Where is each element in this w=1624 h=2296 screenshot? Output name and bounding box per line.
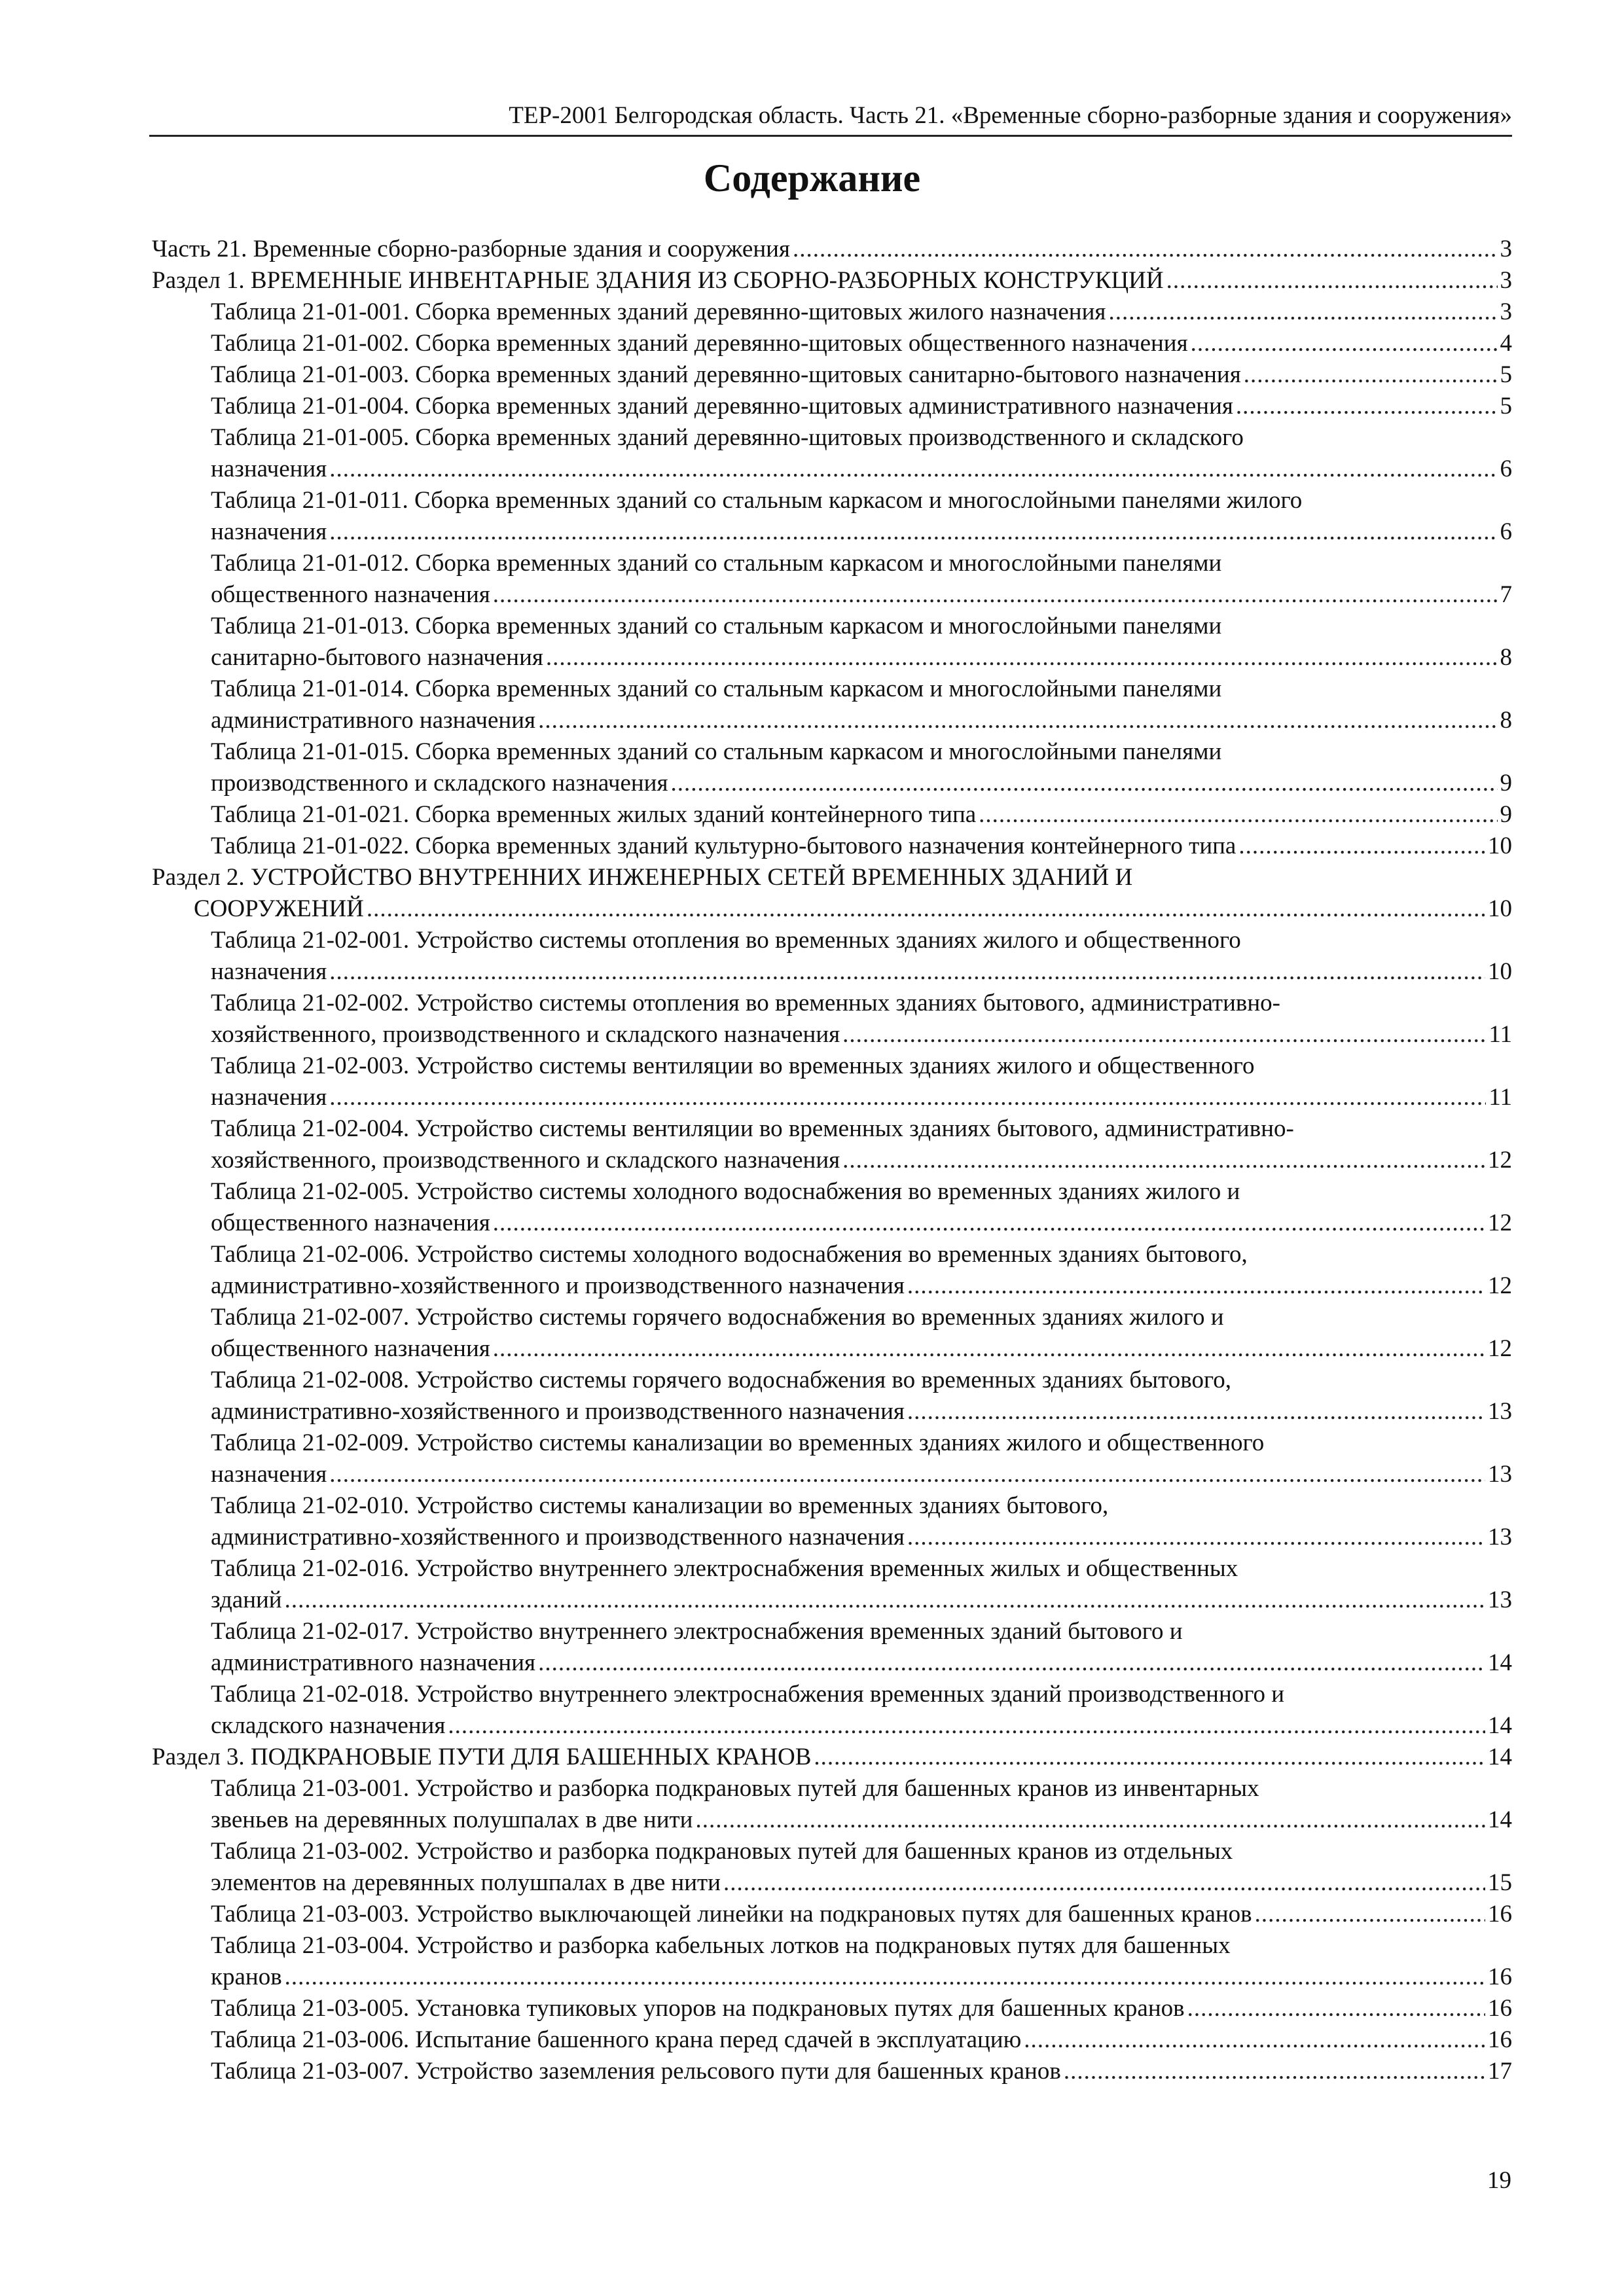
toc-table-entry[interactable] bbox=[211, 1899, 1512, 1930]
toc-table-entry[interactable] bbox=[211, 296, 1512, 328]
toc-table-entry[interactable] bbox=[211, 2024, 1512, 2056]
toc-entry-text: кранов bbox=[211, 1964, 282, 1990]
toc-section-entry[interactable] bbox=[152, 234, 1512, 265]
toc-entry-text: санитарно-бытового назначения bbox=[211, 644, 543, 671]
toc-entry-text: Таблица 21-01-002. Сборка временных зданий деревянно-щитовых общественного назначения bbox=[211, 330, 1188, 357]
toc-page-number: 3 bbox=[1500, 236, 1512, 262]
toc-entry-text: Таблица 21-01-015. Сборка временных зданий со стальным каркасом и многослойными панелями bbox=[211, 738, 1222, 765]
toc-section-entry[interactable] bbox=[152, 265, 1512, 296]
toc-page-number: 14 bbox=[1488, 1649, 1512, 1676]
toc-table-entry[interactable] bbox=[211, 736, 1512, 799]
toc-entry-text: назначения bbox=[211, 1084, 327, 1111]
toc-entry-text: Таблица 21-03-003. Устройство выключающей линейки на подкрановых путях для башенных кранов bbox=[211, 1901, 1252, 1928]
toc-page-number: 12 bbox=[1488, 1272, 1512, 1299]
dot-leader bbox=[493, 1333, 1485, 1365]
dot-leader bbox=[723, 1867, 1485, 1899]
toc-table-entry[interactable] bbox=[211, 611, 1512, 673]
toc-table-entry[interactable] bbox=[211, 1365, 1512, 1427]
toc-entry-text: Таблица 21-02-017. Устройство внутреннего электроснабжения временных зданий бытового и bbox=[211, 1618, 1183, 1645]
toc-entry-text: Таблица 21-02-001. Устройство системы отопления во временных зданиях жилого и общественного bbox=[211, 927, 1241, 954]
toc-page-number: 3 bbox=[1500, 267, 1512, 294]
toc-table-entry[interactable] bbox=[211, 988, 1512, 1050]
toc-section-entry[interactable] bbox=[152, 1742, 1512, 1773]
dot-leader bbox=[1187, 1993, 1485, 2024]
dot-leader bbox=[329, 454, 1497, 485]
toc-entry-text: Таблица 21-01-022. Сборка временных зданий культурно-бытового назначения контейнерного типа bbox=[211, 833, 1236, 859]
toc-entry-text: Таблица 21-03-004. Устройство и разборка кабельных лотков на подкрановых путях для башенных bbox=[211, 1932, 1231, 1959]
toc-page-number: 6 bbox=[1500, 456, 1512, 482]
dot-leader bbox=[329, 956, 1485, 988]
toc-table-entry[interactable] bbox=[211, 1930, 1512, 1993]
toc-entry-text: административного назначения bbox=[211, 707, 536, 734]
toc-page-number: 13 bbox=[1488, 1587, 1512, 1613]
toc-page-number: 16 bbox=[1488, 1901, 1512, 1928]
dot-leader bbox=[285, 1962, 1485, 1993]
toc-page-number: 13 bbox=[1488, 1524, 1512, 1551]
dot-leader bbox=[842, 1019, 1486, 1050]
toc-entry-text: Раздел 2. УСТРОЙСТВО ВНУТРЕННИХ ИНЖЕНЕРНЫХ СЕТЕЙ ВРЕМЕННЫХ ЗДАНИЙ И bbox=[152, 864, 1133, 891]
dot-leader bbox=[493, 579, 1498, 611]
toc-table-entry[interactable] bbox=[211, 1553, 1512, 1616]
toc-entry-text: Таблица 21-02-006. Устройство системы холодного водоснабжения во временных зданиях бытового, bbox=[211, 1241, 1248, 1268]
toc-page-number: 11 bbox=[1489, 1021, 1512, 1048]
header-text: ТЕР-2001 Белгородская область. Часть 21. «Временные сборно-разборные здания и сооружения» bbox=[509, 102, 1512, 129]
toc-entry-text: Таблица 21-02-004. Устройство системы вентиляции во временных зданиях бытового, административно- bbox=[211, 1115, 1294, 1142]
toc-entry-text: Таблица 21-02-003. Устройство системы вентиляции во временных зданиях жилого и общественного bbox=[211, 1052, 1255, 1079]
dot-leader bbox=[842, 1145, 1485, 1176]
dot-leader bbox=[329, 1082, 1486, 1113]
dot-leader bbox=[1191, 328, 1498, 359]
toc-page-number: 9 bbox=[1500, 770, 1512, 797]
toc-entry-text: административно-хозяйственного и производственного назначения bbox=[211, 1524, 905, 1551]
toc-entry-text: производственного и складского назначения bbox=[211, 770, 668, 797]
toc-entry-text: Таблица 21-03-007. Устройство заземления рельсового пути для башенных кранов bbox=[211, 2058, 1061, 2085]
toc-table-entry[interactable] bbox=[211, 1679, 1512, 1742]
toc-table-entry[interactable] bbox=[211, 799, 1512, 831]
toc-entry-text: Раздел 3. ПОДКРАНОВЫЕ ПУТИ ДЛЯ БАШЕННЫХ КРАНОВ bbox=[152, 1744, 812, 1770]
toc-entry-text: элементов на деревянных полушпалах в две нити bbox=[211, 1869, 721, 1896]
toc-table-entry[interactable] bbox=[211, 1113, 1512, 1176]
toc-entry-text: Таблица 21-02-016. Устройство внутреннего электроснабжения временных жилых и общественных bbox=[211, 1555, 1238, 1582]
toc-page-number: 3 bbox=[1500, 298, 1512, 325]
toc-entry-text: Таблица 21-01-013. Сборка временных зданий со стальным каркасом и многослойными панелями bbox=[211, 613, 1222, 639]
toc-entry-text: Таблица 21-02-007. Устройство системы горячего водоснабжения во временных зданиях жилого и bbox=[211, 1304, 1224, 1331]
toc-entry-text: Таблица 21-01-021. Сборка временных жилых зданий контейнерного типа bbox=[211, 801, 977, 828]
dot-leader bbox=[1236, 391, 1498, 422]
toc-entry-text: назначения bbox=[211, 518, 327, 545]
toc-page-number: 14 bbox=[1488, 1806, 1512, 1833]
dot-leader bbox=[1255, 1899, 1485, 1930]
page-title: Содержание bbox=[703, 156, 921, 200]
toc-entry-text: Таблица 21-01-003. Сборка временных зданий деревянно-щитовых санитарно-бытового назначения bbox=[211, 361, 1241, 388]
toc-entry-text: Таблица 21-03-006. Испытание башенного крана перед сдачей в эксплуатацию bbox=[211, 2026, 1022, 2053]
dot-leader bbox=[367, 893, 1485, 925]
page-header bbox=[149, 93, 1512, 137]
toc-page-number: 8 bbox=[1500, 707, 1512, 734]
toc-entry-text: хозяйственного, производственного и складского назначения bbox=[211, 1021, 840, 1048]
toc-table-entry[interactable] bbox=[211, 548, 1512, 611]
toc-page-number: 10 bbox=[1488, 895, 1512, 922]
toc-table-entry[interactable] bbox=[211, 1050, 1512, 1113]
toc-table-entry[interactable] bbox=[211, 2056, 1512, 2087]
toc-entry-text: Таблица 21-01-005. Сборка временных зданий деревянно-щитовых производственного и складского bbox=[211, 424, 1244, 451]
toc-page-number: 5 bbox=[1500, 393, 1512, 420]
toc-page-number: 14 bbox=[1488, 1744, 1512, 1770]
toc-page-number: 12 bbox=[1488, 1210, 1512, 1236]
toc-entry-text: Таблица 21-02-008. Устройство системы горячего водоснабжения во временных зданиях бытового, bbox=[211, 1367, 1231, 1393]
toc-page-number: 5 bbox=[1500, 361, 1512, 388]
toc-entry-text: Таблица 21-03-005. Установка тупиковых упоров на подкрановых путях для башенных кранов bbox=[211, 1995, 1185, 2022]
toc-page-number: 16 bbox=[1488, 1964, 1512, 1990]
dot-leader bbox=[979, 799, 1497, 831]
toc-page-number: 6 bbox=[1500, 518, 1512, 545]
dot-leader bbox=[814, 1742, 1485, 1773]
dot-leader bbox=[493, 1208, 1485, 1239]
toc-table-entry[interactable] bbox=[211, 673, 1512, 736]
page-number: 19 bbox=[1487, 2167, 1511, 2194]
toc-page-number: 14 bbox=[1488, 1712, 1512, 1739]
toc-table-entry[interactable] bbox=[211, 925, 1512, 988]
dot-leader bbox=[1064, 2056, 1485, 2087]
toc-section-entry[interactable] bbox=[152, 862, 1512, 925]
dot-leader bbox=[907, 1396, 1485, 1427]
dot-leader bbox=[1244, 359, 1498, 391]
toc-page-number: 13 bbox=[1488, 1461, 1512, 1488]
toc-entry-text: Таблица 21-01-014. Сборка временных зданий со стальным каркасом и многослойными панелями bbox=[211, 675, 1222, 702]
toc-table-entry[interactable] bbox=[211, 391, 1512, 422]
toc-entry-text: Таблица 21-01-012. Сборка временных зданий со стальным каркасом и многослойными панелями bbox=[211, 550, 1222, 577]
toc-entry-text: Таблица 21-03-002. Устройство и разборка подкрановых путей для башенных кранов из отдельных bbox=[211, 1838, 1233, 1865]
dot-leader bbox=[907, 1270, 1485, 1302]
toc-table-entry[interactable] bbox=[211, 485, 1512, 548]
toc-page-number: 11 bbox=[1489, 1084, 1512, 1111]
toc-entry-text: Таблица 21-01-001. Сборка временных зданий деревянно-щитовых жилого назначения bbox=[211, 298, 1106, 325]
toc-entry-text: назначения bbox=[211, 1461, 327, 1488]
toc-entry-text: Раздел 1. ВРЕМЕННЫЕ ИНВЕНТАРНЫЕ ЗДАНИЯ ИЗ СБОРНО-РАЗБОРНЫХ КОНСТРУКЦИЙ bbox=[152, 267, 1164, 294]
toc-page-number: 12 bbox=[1488, 1335, 1512, 1362]
toc-page-number: 9 bbox=[1500, 801, 1512, 828]
dot-leader bbox=[1108, 296, 1497, 328]
toc-table-entry[interactable] bbox=[211, 1993, 1512, 2024]
toc-page-number: 15 bbox=[1488, 1869, 1512, 1896]
toc-page-number: 8 bbox=[1500, 644, 1512, 671]
table-of-contents bbox=[152, 234, 1512, 2087]
toc-page-number: 10 bbox=[1488, 833, 1512, 859]
toc-entry-text: общественного назначения bbox=[211, 1210, 490, 1236]
toc-page-number: 13 bbox=[1488, 1398, 1512, 1425]
toc-entry-text: Таблица 21-02-002. Устройство системы отопления во временных зданиях бытового, административно- bbox=[211, 990, 1280, 1016]
dot-leader bbox=[329, 1459, 1485, 1490]
dot-leader bbox=[1024, 2024, 1485, 2056]
toc-page-number: 16 bbox=[1488, 1995, 1512, 2022]
toc-entry-text: Таблица 21-02-009. Устройство системы канализации во временных зданиях жилого и общественного bbox=[211, 1429, 1265, 1456]
toc-entry-text: Таблица 21-02-005. Устройство системы холодного водоснабжения во временных зданиях жилого и bbox=[211, 1178, 1240, 1205]
toc-entry-text: СООРУЖЕНИЙ bbox=[194, 895, 364, 922]
toc-table-entry[interactable] bbox=[211, 1427, 1512, 1490]
toc-page-number: 17 bbox=[1488, 2058, 1512, 2085]
toc-entry-text: назначения bbox=[211, 958, 327, 985]
dot-leader bbox=[448, 1710, 1485, 1742]
dot-leader bbox=[538, 1647, 1485, 1679]
toc-page-number: 16 bbox=[1488, 2026, 1512, 2053]
toc-entry-text: назначения bbox=[211, 456, 327, 482]
dot-leader bbox=[1238, 831, 1485, 862]
toc-entry-text: хозяйственного, производственного и складского назначения bbox=[211, 1147, 840, 1174]
toc-table-entry[interactable] bbox=[211, 1773, 1512, 1836]
toc-entry-text: Таблица 21-02-010. Устройство системы канализации во временных зданиях бытового, bbox=[211, 1492, 1109, 1519]
dot-leader bbox=[546, 642, 1498, 673]
toc-page-number: 7 bbox=[1500, 581, 1512, 608]
toc-table-entry[interactable] bbox=[211, 1302, 1512, 1365]
toc-table-entry[interactable] bbox=[211, 1239, 1512, 1302]
toc-table-entry[interactable] bbox=[211, 328, 1512, 359]
toc-table-entry[interactable] bbox=[211, 359, 1512, 391]
toc-table-entry[interactable] bbox=[211, 1836, 1512, 1899]
dot-leader bbox=[538, 705, 1497, 736]
toc-entry-text: Часть 21. Временные сборно-разборные здания и сооружения bbox=[152, 236, 790, 262]
toc-entry-text: Таблица 21-03-001. Устройство и разборка подкрановых путей для башенных кранов из инвентарных bbox=[211, 1775, 1259, 1802]
toc-entry-text: складского назначения bbox=[211, 1712, 446, 1739]
toc-page-number: 10 bbox=[1488, 958, 1512, 985]
toc-entry-text: зданий bbox=[211, 1587, 282, 1613]
dot-leader bbox=[670, 768, 1497, 799]
toc-table-entry[interactable] bbox=[211, 1616, 1512, 1679]
toc-table-entry[interactable] bbox=[211, 422, 1512, 485]
toc-entry-text: Таблица 21-02-018. Устройство внутреннего электроснабжения временных зданий производственного и bbox=[211, 1681, 1285, 1708]
dot-leader bbox=[285, 1585, 1485, 1616]
toc-entry-text: Таблица 21-01-011. Сборка временных зданий со стальным каркасом и многослойными панелями жилого bbox=[211, 487, 1303, 514]
toc-page-number: 4 bbox=[1500, 330, 1512, 357]
toc-entry-text: административного назначения bbox=[211, 1649, 536, 1676]
toc-entry-text: общественного назначения bbox=[211, 1335, 490, 1362]
dot-leader bbox=[793, 234, 1498, 265]
dot-leader bbox=[695, 1804, 1485, 1836]
toc-page-number: 12 bbox=[1488, 1147, 1512, 1174]
toc-table-entry[interactable] bbox=[211, 1176, 1512, 1239]
dot-leader bbox=[1166, 265, 1498, 296]
toc-table-entry[interactable] bbox=[211, 1490, 1512, 1553]
toc-entry-text: звеньев на деревянных полушпалах в две нити bbox=[211, 1806, 693, 1833]
dot-leader bbox=[907, 1522, 1485, 1553]
toc-entry-text: общественного назначения bbox=[211, 581, 490, 608]
toc-table-entry[interactable] bbox=[211, 831, 1512, 862]
toc-entry-text: Таблица 21-01-004. Сборка временных зданий деревянно-щитовых административного назначения bbox=[211, 393, 1233, 420]
toc-entry-text: административно-хозяйственного и производственного назначения bbox=[211, 1272, 905, 1299]
toc-entry-text: административно-хозяйственного и производственного назначения bbox=[211, 1398, 905, 1425]
dot-leader bbox=[329, 516, 1497, 548]
